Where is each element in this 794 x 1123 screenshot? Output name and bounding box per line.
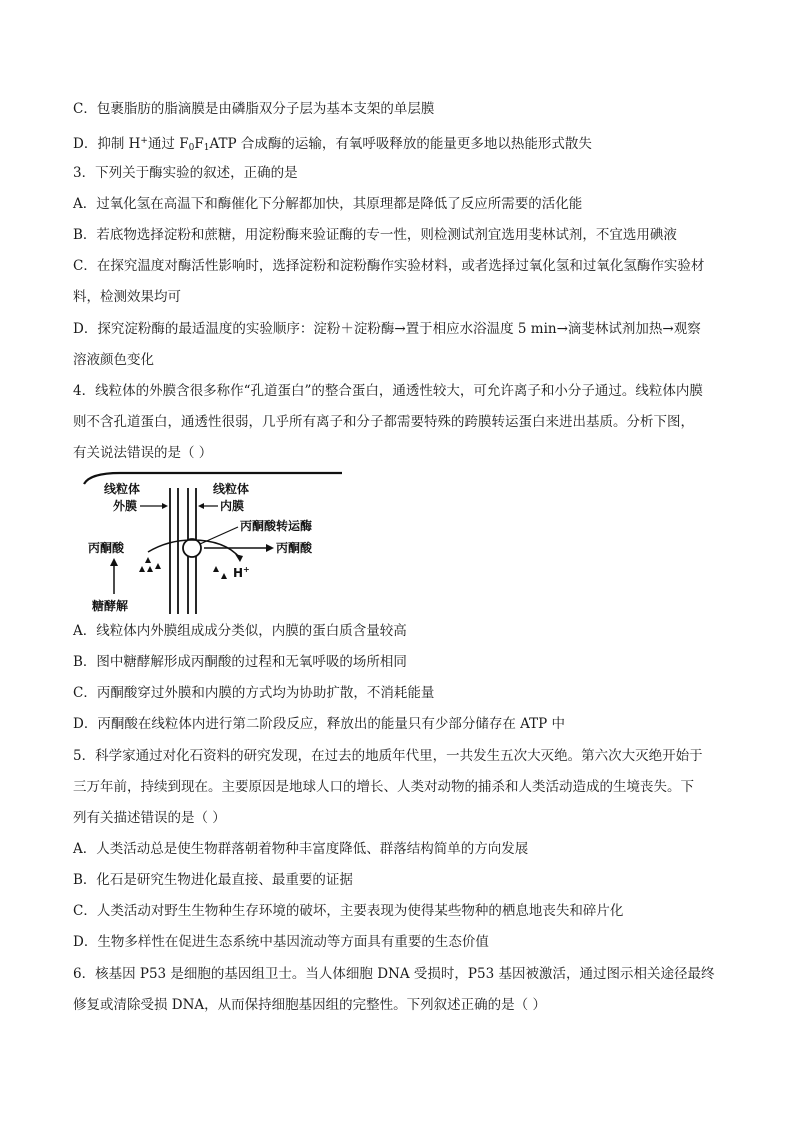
option-d-q4: D．丙酮酸在线粒体内进行第二阶段反应，释放出的能量只有少部分储存在 ATP 中 xyxy=(73,716,566,732)
proton-label xyxy=(233,565,250,580)
arrowhead xyxy=(162,503,168,509)
superscript: + xyxy=(140,136,148,146)
question-5-stem: 5．科学家通过对化石资料的研究发现，在过去的地质年代里，一共发生五次大灭绝。第六次大灭绝开始于 xyxy=(73,748,703,764)
text-span: F xyxy=(194,136,204,152)
option-c-q2: C．包裹脂肪的脂滴膜是由磷脂双分子层为基本支架的单层膜 xyxy=(73,101,435,117)
proton-dots-outside xyxy=(139,557,161,572)
option-c-q3: C．在探究温度对酶活性影响时，选择淀粉和淀粉酶作实验材料，或者选择过氧化氢和过氧化氢酶作实验材 xyxy=(73,258,705,274)
option-a-q5: A．人类活动总是使生物群落朝着物种丰富度降低、群落结构简单的方向发展 xyxy=(73,841,529,857)
outer-membrane-label: 外膜 xyxy=(113,499,138,513)
proton-symbol: H xyxy=(233,566,244,580)
option-d-q2 xyxy=(73,131,592,158)
option-c-q3-cont: 料，检测效果均可 xyxy=(73,289,181,305)
option-a-q4: A．线粒体内外膜组成成分类似，内膜的蛋白质含量较高 xyxy=(73,623,407,639)
option-c-q5: C．人类活动对野生生物种生存环境的破坏，主要表现为使得某些物种的栖息地丧失和碎片化 xyxy=(73,903,624,919)
question-6-stem: 6．核基因 P53 是细胞的基因组卫士。当人体细胞 DNA 受损时，P53 基因被激活，通过图示相关途径最终 xyxy=(73,966,715,982)
inner-membrane-label: 内膜 xyxy=(220,499,245,513)
subscript: 1 xyxy=(203,143,210,153)
option-b-q5: B．化石是研究生物进化最直接、最重要的证据 xyxy=(73,872,353,888)
question-4-stem: 4．线粒体的外膜含很多称作“孔道蛋白”的整合蛋白，通透性较大，可允许离子和小分子通过。线粒体内膜 xyxy=(73,383,703,399)
question-5-stem-3: 列有关描述错误的是（ ） xyxy=(73,810,226,826)
question-3-stem: 3．下列关于酶实验的叙述，正确的是 xyxy=(73,165,298,181)
outer-membrane-label: 线粒体 xyxy=(104,482,141,496)
option-a-q3: A．过氧化氢在高温下和酶催化下分解都加快，其原理都是降低了反应所需要的活化能 xyxy=(73,196,583,212)
option-d-q3: D．探究淀粉酶的最适温度的实验顺序：淀粉＋淀粉酶→置于相应水浴温度 5 min→滴斐林试剂加热→观察 xyxy=(73,321,701,337)
question-4-stem-2: 则不含孔道蛋白，通透性很弱，几乎所有离子和分子都需要特殊的跨膜转运蛋白来进出基质。分析下图， xyxy=(73,414,694,430)
pyruvate-matrix-label: 丙酮酸 xyxy=(276,541,313,555)
question-5-stem-2: 三万年前，持续到现在。主要原因是地球人口的增长、人类对动物的捕杀和人类活动造成的生境丧失。下 xyxy=(73,779,694,795)
text-span: 通过 F xyxy=(147,136,189,152)
option-b-q4: B．图中糖酵解形成丙酮酸的过程和无氧呼吸的场所相同 xyxy=(73,654,407,670)
inner-membrane-label: 线粒体 xyxy=(213,482,250,496)
transporter-label: 丙酮酸转运酶 xyxy=(240,519,313,533)
arrowhead xyxy=(266,544,274,552)
option-b-q3: B．若底物选择淀粉和蔗糖，用淀粉酶来验证酶的专一性，则检测试剂宜选用斐林试剂，不宜选用碘液 xyxy=(73,227,677,243)
arrowhead xyxy=(110,558,118,566)
text-span: ATP 合成酶的运输，有氧呼吸释放的能量更多地以热能形式散失 xyxy=(209,136,592,152)
arrowhead xyxy=(235,554,243,562)
pyruvate-transporter xyxy=(183,539,201,557)
proton-dots-inside xyxy=(213,566,227,579)
question-4-stem-3: 有关说法错误的是（ ） xyxy=(73,445,213,461)
glycolysis-label: 糖酵解 xyxy=(92,599,129,613)
option-d-q5: D．生物多样性在促进生态系统中基因流动等方面具有重要的生态价值 xyxy=(73,934,489,950)
option-c-q4: C．丙酮酸穿过外膜和内膜的方式均为协助扩散，不消耗能量 xyxy=(73,685,435,701)
question-6-stem-2: 修复或清除受损 DNA，从而保持细胞基因组的完整性。下列叙述正确的是（ ） xyxy=(73,997,546,1013)
text-span: D．抑制 H xyxy=(73,136,141,152)
arrowhead xyxy=(198,503,204,509)
mitochondria-membrane-figure xyxy=(80,470,345,615)
option-d-q3-cont: 溶液颜色变化 xyxy=(73,352,154,368)
proton-charge: + xyxy=(243,565,250,574)
pyruvate-cytoplasm-label: 丙酮酸 xyxy=(88,541,125,555)
subscript: 0 xyxy=(188,143,195,153)
